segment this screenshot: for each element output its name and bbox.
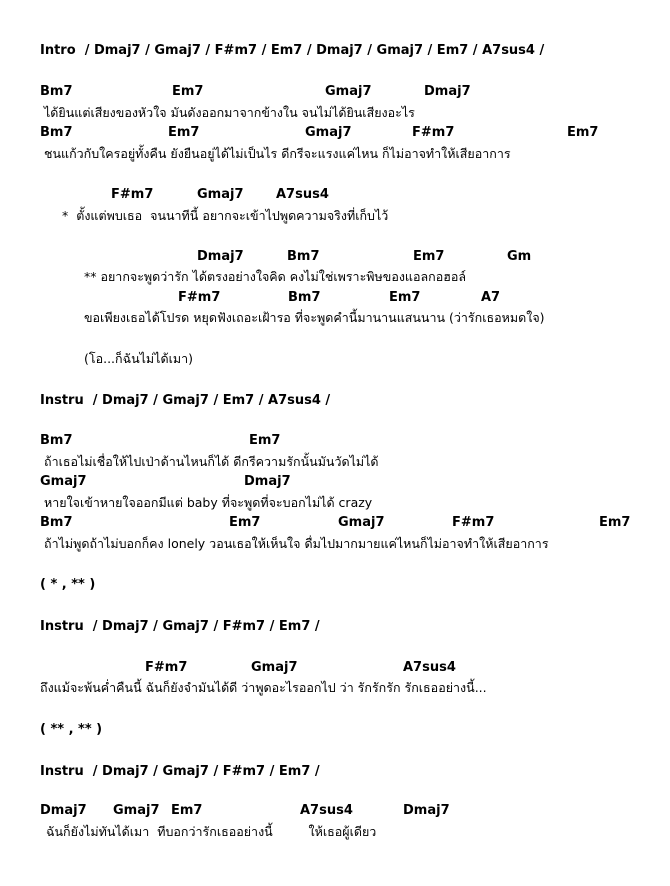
lyric-line: (โอ...ก็ฉันไม่ได้เมา) xyxy=(84,351,193,366)
chord: F#m7 xyxy=(412,125,455,140)
chord: Dmaj7 xyxy=(244,474,291,489)
repeat-marker: ( * , ** ) xyxy=(40,577,96,592)
chord: Dmaj7 xyxy=(197,249,244,264)
instru-line: Instru / Dmaj7 / Gmaj7 / F#m7 / Em7 / xyxy=(40,619,320,634)
chord: Bm7 xyxy=(40,515,73,530)
chord: Gmaj7 xyxy=(338,515,385,530)
lyric-line: ถึงแม้จะพ้นค่ำคืนนี้ ฉันก็ยังจำมันได้ดี ว่าพูดอะไรออกไป ว่า รักรักรัก รักเธออย่างนี้... xyxy=(40,680,487,695)
chord: Gmaj7 xyxy=(40,474,87,489)
chord: A7sus4 xyxy=(300,803,353,818)
chord: Dmaj7 xyxy=(424,84,471,99)
chord: Em7 xyxy=(171,803,203,818)
chord: F#m7 xyxy=(452,515,495,530)
chord: Bm7 xyxy=(40,433,73,448)
repeat-marker: ( ** , ** ) xyxy=(40,722,103,737)
lyric-line: ได้ยินแต่เสียงของหัวใจ มันดังออกมาจากข้างใน จนไม่ได้ยินเสียงอะไร xyxy=(44,105,415,120)
chord: Em7 xyxy=(229,515,261,530)
chord: A7 xyxy=(481,290,501,305)
instru-line: Instru / Dmaj7 / Gmaj7 / Em7 / A7sus4 / xyxy=(40,393,331,408)
chord: Gmaj7 xyxy=(113,803,160,818)
chord: Gmaj7 xyxy=(197,187,244,202)
chord: Dmaj7 xyxy=(403,803,450,818)
chord: Gmaj7 xyxy=(251,660,298,675)
chord: Bm7 xyxy=(40,84,73,99)
lyric-line: ขอเพียงเธอได้โปรด หยุดฟังเถอะเฝ้ารอ ที่จะพูดคำนี้มานานแสนนาน (ว่ารักเธอหมดใจ) xyxy=(84,310,545,325)
chord: Em7 xyxy=(389,290,421,305)
chord: F#m7 xyxy=(111,187,154,202)
instru-line: Instru / Dmaj7 / Gmaj7 / F#m7 / Em7 / xyxy=(40,764,320,779)
chord: Gm xyxy=(507,249,532,264)
chord: Em7 xyxy=(249,433,281,448)
chord: Em7 xyxy=(599,515,631,530)
lyric-line: หายใจเข้าหายใจออกมีแต่ baby ที่จะพูดที่จะบอกไม่ได้ crazy xyxy=(44,495,373,510)
lyric-line: ชนแก้วกับใครอยู่ทั้งคืน ยังยืนอยู่ได้ไม่เป็นไร ดีกรีจะแรงแค่ไหน ก็ไม่อาจทำให้เสียอาการ xyxy=(44,146,511,161)
chord: Em7 xyxy=(172,84,204,99)
chord: Dmaj7 xyxy=(40,803,87,818)
chord: Em7 xyxy=(413,249,445,264)
lyric-line: * ตั้งแต่พบเธอ จนนาทีนี้ อยากจะเข้าไปพูดความจริงที่เก็บไว้ xyxy=(62,208,389,223)
chord: Bm7 xyxy=(287,249,320,264)
lyric-line: ถ้าไม่พูดถ้าไม่บอกก็คง lonely วอนเธอให้เห็นใจ ดื่มไปมากมายแค่ไหนก็ไม่อาจทำให้เสียอาการ xyxy=(44,536,549,551)
chord: Bm7 xyxy=(288,290,321,305)
chord: A7sus4 xyxy=(276,187,329,202)
chord: A7sus4 xyxy=(403,660,456,675)
chord: Em7 xyxy=(567,125,599,140)
lyric-line: ถ้าเธอไม่เชื่อให้ไปเป่าด้านไหนก็ได้ ดีกรีความรักนั้นมันวัดไม่ได้ xyxy=(44,454,379,469)
lyric-line: ** อยากจะพูดว่ารัก ได้ตรงอย่างใจคิด คงไม่ใช่เพราะพิษของแอลกอฮอล์ xyxy=(84,269,467,284)
intro-line: Intro / Dmaj7 / Gmaj7 / F#m7 / Em7 / Dmaj7 / Gmaj7 / Em7 / A7sus4 / xyxy=(40,43,545,58)
chord: F#m7 xyxy=(178,290,221,305)
chord: Bm7 xyxy=(40,125,73,140)
lyric-line: ฉันก็ยังไม่ทันได้เมา ทีบอกว่ารักเธออย่างนี้ ให้เธอผู้เดียว xyxy=(46,824,377,839)
chord: Gmaj7 xyxy=(325,84,372,99)
chord: Em7 xyxy=(168,125,200,140)
chord: F#m7 xyxy=(145,660,188,675)
chord: Gmaj7 xyxy=(305,125,352,140)
